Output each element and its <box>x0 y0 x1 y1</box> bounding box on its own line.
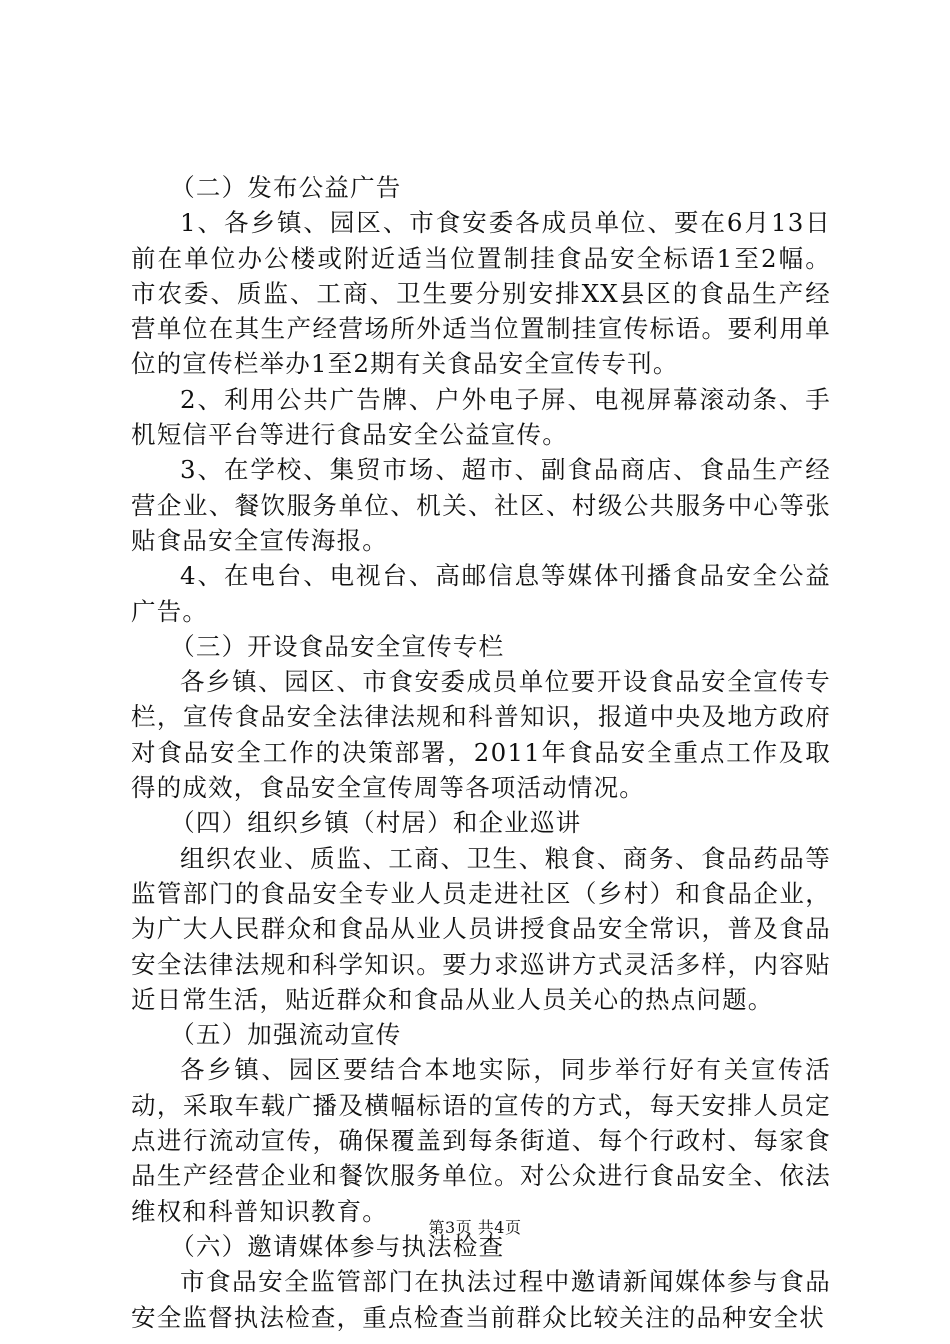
paragraph-ads-item-3: 3、在学校、集贸市场、超市、副食品商店、食品生产经营企业、餐饮服务单位、机关、社区、村级公共服务中心等张贴食品安全宣传海报。 <box>131 455 831 555</box>
paragraph-column: 各乡镇、园区、市食安委成员单位要开设食品安全宣传专栏，宣传食品安全法律法规和科普知识，报道中央及地方政府对食品安全工作的决策部署，2011年食品安全重点工作及取得的成效，食品安全宣传周等各项活动情况。 <box>131 667 831 803</box>
paragraph-mobile-publicity: 各乡镇、园区要结合本地实际，同步举行好有关宣传活动，采取车载广播及横幅标语的宣传的方式，每天安排人员定点进行流动宣传，确保覆盖到每条街道、每个行政村、每家食品生产经营企业和餐饮服务单位。对公众进行食品安全、依法维权和科普知识教育。 <box>131 1055 831 1226</box>
section-heading-media-inspection: （六）邀请媒体参与执法检查 <box>170 1231 505 1261</box>
section-heading-lecture-tour: （四）组织乡镇（村居）和企业巡讲 <box>170 808 582 838</box>
paragraph-media-inspection: 市食品安全监管部门在执法过程中邀请新闻媒体参与食品安全监督执法检查，重点检查当前群众比较关注的品种安全状 <box>131 1267 831 1332</box>
paragraph-ads-item-2: 2、利用公共广告牌、户外电子屏、电视屏幕滚动条、手机短信平台等进行食品安全公益宣传。 <box>131 384 831 450</box>
paragraph-lecture-tour: 组织农业、质监、工商、卫生、粮食、商务、食品药品等监管部门的食品安全专业人员走进社区（乡村）和食品企业，为广大人民群众和食品从业人员讲授食品安全常识，普及食品安全法律法规和科学知识。要力求巡讲方式灵活多样，内容贴近日常生活，贴近群众和食品从业人员关心的热点问题。 <box>131 843 831 1014</box>
page-number-footer: 第3页 共4页 <box>428 1218 522 1237</box>
section-heading-mobile-publicity: （五）加强流动宣传 <box>170 1020 402 1050</box>
paragraph-ads-item-4: 4、在电台、电视台、高邮信息等媒体刊播食品安全公益广告。 <box>131 561 831 626</box>
document-body <box>131 170 831 1335</box>
section-heading-column: （三）开设食品安全宣传专栏 <box>170 631 505 661</box>
section-heading-publish-ads: （二）发布公益广告 <box>170 173 402 202</box>
paragraph-ads-item-1: 1、各乡镇、园区、市食安委各成员单位、要在6月13日前在单位办公楼或附近适当位置制挂食品安全标语1至2幅。市农委、质监、工商、卫生要分别安排XX县区的食品生产经营单位在其生产经营场所外适当位置制挂宣传标语。要利用单位的宣传栏举办1至2期有关食品安全宣传专刊。 <box>131 208 831 379</box>
